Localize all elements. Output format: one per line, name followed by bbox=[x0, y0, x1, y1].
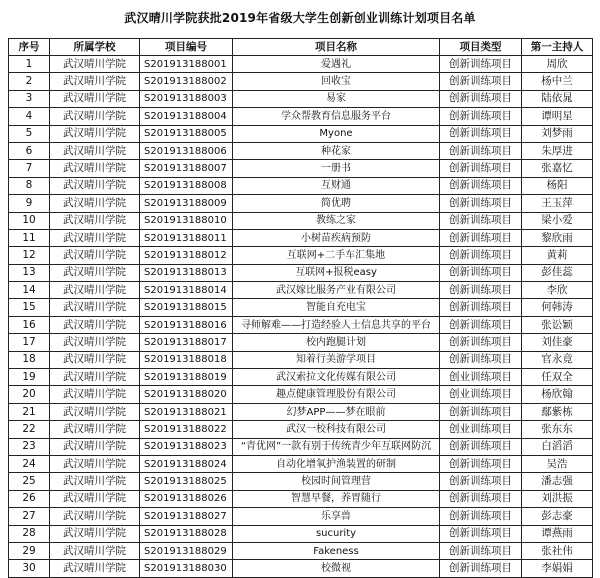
cell-project-name: 趣点健康管理股份有限公司 bbox=[233, 386, 440, 403]
table-row bbox=[9, 160, 593, 177]
cell-project-name: Myone bbox=[233, 125, 440, 142]
cell-no: 26 bbox=[9, 490, 50, 507]
table-row bbox=[9, 508, 593, 525]
cell-no: 18 bbox=[9, 351, 50, 368]
cell-project-name: 校内跑腿计划 bbox=[233, 334, 440, 351]
cell-project-name: 幻梦APP——梦在眼前 bbox=[233, 403, 440, 420]
cell-project-type: 创新训练项目 bbox=[440, 403, 522, 420]
cell-code: S201913188023 bbox=[140, 438, 233, 455]
cell-no: 4 bbox=[9, 108, 50, 125]
cell-project-name: 种花家 bbox=[233, 142, 440, 159]
cell-school: 武汉晴川学院 bbox=[50, 299, 140, 316]
cell-project-type: 创新训练项目 bbox=[440, 108, 522, 125]
cell-project-name: 简优聘 bbox=[233, 195, 440, 212]
cell-school: 武汉晴川学院 bbox=[50, 125, 140, 142]
cell-project-type: 创新训练项目 bbox=[440, 125, 522, 142]
cell-code: S201913188016 bbox=[140, 316, 233, 333]
cell-school: 武汉晴川学院 bbox=[50, 177, 140, 194]
cell-code: S201913188027 bbox=[140, 508, 233, 525]
cell-no: 29 bbox=[9, 542, 50, 559]
cell-no: 25 bbox=[9, 473, 50, 490]
cell-leader: 李欣 bbox=[522, 282, 593, 299]
cell-leader: 梁小爱 bbox=[522, 212, 593, 229]
cell-code: S201913188019 bbox=[140, 369, 233, 386]
cell-no: 21 bbox=[9, 403, 50, 420]
cell-school: 武汉晴川学院 bbox=[50, 508, 140, 525]
cell-school: 武汉晴川学院 bbox=[50, 473, 140, 490]
table-row bbox=[9, 195, 593, 212]
cell-leader: 吴浩 bbox=[522, 455, 593, 472]
cell-code: S201913188003 bbox=[140, 90, 233, 107]
cell-project-type: 创新训练项目 bbox=[440, 351, 522, 368]
cell-school: 武汉晴川学院 bbox=[50, 142, 140, 159]
cell-code: S201913188021 bbox=[140, 403, 233, 420]
cell-leader: 刘洪振 bbox=[522, 490, 593, 507]
cell-code: S201913188028 bbox=[140, 525, 233, 542]
cell-school: 武汉晴川学院 bbox=[50, 560, 140, 577]
cell-school: 武汉晴川学院 bbox=[50, 264, 140, 281]
cell-code: S201913188017 bbox=[140, 334, 233, 351]
cell-leader: 黎欣雨 bbox=[522, 229, 593, 246]
cell-no: 6 bbox=[9, 142, 50, 159]
table-row bbox=[9, 369, 593, 386]
cell-leader: 周欣 bbox=[522, 56, 593, 73]
cell-project-name: 知着行美游学项目 bbox=[233, 351, 440, 368]
cell-school: 武汉晴川学院 bbox=[50, 108, 140, 125]
cell-project-name: 小树苗疾病预防 bbox=[233, 229, 440, 246]
cell-project-name: 校微视 bbox=[233, 560, 440, 577]
cell-no: 17 bbox=[9, 334, 50, 351]
cell-leader: 张讼颖 bbox=[522, 316, 593, 333]
cell-project-name: Fakeness bbox=[233, 542, 440, 559]
cell-code: S201913188015 bbox=[140, 299, 233, 316]
cell-project-type: 创新训练项目 bbox=[440, 508, 522, 525]
cell-no: 16 bbox=[9, 316, 50, 333]
cell-no: 11 bbox=[9, 229, 50, 246]
cell-project-type: 创新训练项目 bbox=[440, 299, 522, 316]
cell-leader: 刘梦雨 bbox=[522, 125, 593, 142]
cell-leader: 张东东 bbox=[522, 421, 593, 438]
header-code: 项目编号 bbox=[140, 39, 233, 56]
cell-school: 武汉晴川学院 bbox=[50, 542, 140, 559]
cell-leader: 官永竟 bbox=[522, 351, 593, 368]
cell-leader: 杨欣翰 bbox=[522, 386, 593, 403]
table-row bbox=[9, 403, 593, 420]
cell-school: 武汉晴川学院 bbox=[50, 229, 140, 246]
cell-project-name: 自动化增氧护渔装置的研制 bbox=[233, 455, 440, 472]
table-row bbox=[9, 316, 593, 333]
table-row bbox=[9, 282, 593, 299]
table-row bbox=[9, 142, 593, 159]
cell-leader: 张嘉忆 bbox=[522, 160, 593, 177]
cell-code: S201913188011 bbox=[140, 229, 233, 246]
cell-project-name: 智慧早餐，养胃随行 bbox=[233, 490, 440, 507]
table-row bbox=[9, 73, 593, 90]
cell-project-type: 创新训练项目 bbox=[440, 142, 522, 159]
cell-school: 武汉晴川学院 bbox=[50, 73, 140, 90]
cell-school: 武汉晴川学院 bbox=[50, 90, 140, 107]
table-row bbox=[9, 90, 593, 107]
cell-code: S201913188025 bbox=[140, 473, 233, 490]
cell-project-name: 互联网+二手车汇集地 bbox=[233, 247, 440, 264]
cell-project-name: 回收宝 bbox=[233, 73, 440, 90]
cell-project-type: 创新训练项目 bbox=[440, 264, 522, 281]
cell-project-name: “青优网”一款有别于传统青少年互联网防沉 bbox=[233, 438, 440, 455]
cell-project-name: 学众帮教育信息服务平台 bbox=[233, 108, 440, 125]
cell-code: S201913188009 bbox=[140, 195, 233, 212]
cell-leader: 朱厚进 bbox=[522, 142, 593, 159]
header-project-name: 项目名称 bbox=[233, 39, 440, 56]
cell-school: 武汉晴川学院 bbox=[50, 195, 140, 212]
cell-code: S201913188026 bbox=[140, 490, 233, 507]
cell-project-type: 创新训练项目 bbox=[440, 212, 522, 229]
cell-project-type: 创新训练项目 bbox=[440, 438, 522, 455]
table-header-row bbox=[9, 39, 593, 56]
cell-school: 武汉晴川学院 bbox=[50, 490, 140, 507]
cell-project-name: 校园时间管理营 bbox=[233, 473, 440, 490]
table-row bbox=[9, 299, 593, 316]
cell-school: 武汉晴川学院 bbox=[50, 369, 140, 386]
cell-leader: 彭志豪 bbox=[522, 508, 593, 525]
cell-leader: 谭明星 bbox=[522, 108, 593, 125]
cell-project-name: 一册书 bbox=[233, 160, 440, 177]
cell-leader: 刘佳豪 bbox=[522, 334, 593, 351]
cell-no: 28 bbox=[9, 525, 50, 542]
cell-code: S201913188030 bbox=[140, 560, 233, 577]
cell-project-type: 创新训练项目 bbox=[440, 542, 522, 559]
cell-school: 武汉晴川学院 bbox=[50, 403, 140, 420]
cell-school: 武汉晴川学院 bbox=[50, 421, 140, 438]
cell-project-name: sucurity bbox=[233, 525, 440, 542]
cell-code: S201913188008 bbox=[140, 177, 233, 194]
table-row bbox=[9, 438, 593, 455]
header-project-type: 项目类型 bbox=[440, 39, 522, 56]
cell-project-name: 寻师解难——打造经验人士信息共享的平台 bbox=[233, 316, 440, 333]
cell-project-type: 创新训练项目 bbox=[440, 316, 522, 333]
cell-project-type: 创新训练项目 bbox=[440, 473, 522, 490]
cell-no: 5 bbox=[9, 125, 50, 142]
cell-code: S201913188029 bbox=[140, 542, 233, 559]
cell-no: 24 bbox=[9, 455, 50, 472]
table-row bbox=[9, 125, 593, 142]
cell-project-type: 创新训练项目 bbox=[440, 90, 522, 107]
cell-school: 武汉晴川学院 bbox=[50, 386, 140, 403]
cell-no: 12 bbox=[9, 247, 50, 264]
document-title: 武汉晴川学院获批2019年省级大学生创新创业训练计划项目名单 bbox=[124, 11, 476, 25]
cell-no: 3 bbox=[9, 90, 50, 107]
cell-school: 武汉晴川学院 bbox=[50, 56, 140, 73]
header-leader: 第一主持人 bbox=[522, 39, 593, 56]
cell-leader: 陆依晁 bbox=[522, 90, 593, 107]
header-school: 所属学校 bbox=[50, 39, 140, 56]
project-table bbox=[8, 38, 593, 578]
table-row bbox=[9, 212, 593, 229]
table-row bbox=[9, 421, 593, 438]
cell-code: S201913188014 bbox=[140, 282, 233, 299]
cell-project-type: 创新训练项目 bbox=[440, 490, 522, 507]
cell-leader: 张社伟 bbox=[522, 542, 593, 559]
cell-school: 武汉晴川学院 bbox=[50, 455, 140, 472]
table-row bbox=[9, 56, 593, 73]
cell-no: 8 bbox=[9, 177, 50, 194]
cell-no: 9 bbox=[9, 195, 50, 212]
cell-project-name: 教练之家 bbox=[233, 212, 440, 229]
cell-leader: 白滔滔 bbox=[522, 438, 593, 455]
table-row bbox=[9, 386, 593, 403]
table-row bbox=[9, 473, 593, 490]
cell-project-type: 创新训练项目 bbox=[440, 195, 522, 212]
cell-leader: 李娟娟 bbox=[522, 560, 593, 577]
cell-leader: 王玉萍 bbox=[522, 195, 593, 212]
cell-project-type: 创业训练项目 bbox=[440, 386, 522, 403]
cell-no: 1 bbox=[9, 56, 50, 73]
cell-project-type: 创业训练项目 bbox=[440, 369, 522, 386]
cell-code: S201913188013 bbox=[140, 264, 233, 281]
cell-project-type: 创新训练项目 bbox=[440, 56, 522, 73]
cell-code: S201913188006 bbox=[140, 142, 233, 159]
cell-project-type: 创新训练项目 bbox=[440, 229, 522, 246]
cell-school: 武汉晴川学院 bbox=[50, 351, 140, 368]
cell-no: 19 bbox=[9, 369, 50, 386]
cell-project-name: 智能自充电宝 bbox=[233, 299, 440, 316]
cell-code: S201913188002 bbox=[140, 73, 233, 90]
cell-no: 2 bbox=[9, 73, 50, 90]
cell-project-name: 武汉嫁比服务产业有限公司 bbox=[233, 282, 440, 299]
table-row bbox=[9, 229, 593, 246]
cell-code: S201913188012 bbox=[140, 247, 233, 264]
cell-leader: 彭佳蕊 bbox=[522, 264, 593, 281]
cell-project-type: 创新训练项目 bbox=[440, 334, 522, 351]
cell-no: 14 bbox=[9, 282, 50, 299]
cell-leader: 何韩涛 bbox=[522, 299, 593, 316]
table-row bbox=[9, 560, 593, 577]
table-row bbox=[9, 247, 593, 264]
cell-leader: 潘志强 bbox=[522, 473, 593, 490]
cell-project-type: 创新训练项目 bbox=[440, 160, 522, 177]
cell-no: 7 bbox=[9, 160, 50, 177]
table-row bbox=[9, 351, 593, 368]
cell-project-name: 爱遇礼 bbox=[233, 56, 440, 73]
cell-project-name: 武汉一校科技有限公司 bbox=[233, 421, 440, 438]
cell-code: S201913188022 bbox=[140, 421, 233, 438]
header-no: 序号 bbox=[9, 39, 50, 56]
cell-school: 武汉晴川学院 bbox=[50, 316, 140, 333]
cell-no: 13 bbox=[9, 264, 50, 281]
cell-project-name: 武汉索拉文化传媒有限公司 bbox=[233, 369, 440, 386]
cell-project-type: 创新训练项目 bbox=[440, 247, 522, 264]
cell-no: 22 bbox=[9, 421, 50, 438]
cell-project-type: 创新训练项目 bbox=[440, 455, 522, 472]
cell-leader: 杨阳 bbox=[522, 177, 593, 194]
cell-no: 23 bbox=[9, 438, 50, 455]
cell-code: S201913188001 bbox=[140, 56, 233, 73]
cell-code: S201913188024 bbox=[140, 455, 233, 472]
table-row bbox=[9, 334, 593, 351]
table-row bbox=[9, 264, 593, 281]
cell-school: 武汉晴川学院 bbox=[50, 212, 140, 229]
cell-no: 15 bbox=[9, 299, 50, 316]
cell-leader: 杨中兰 bbox=[522, 73, 593, 90]
cell-leader: 任双全 bbox=[522, 369, 593, 386]
cell-school: 武汉晴川学院 bbox=[50, 160, 140, 177]
table-row bbox=[9, 525, 593, 542]
cell-leader: 鄢紫栋 bbox=[522, 403, 593, 420]
cell-school: 武汉晴川学院 bbox=[50, 282, 140, 299]
cell-school: 武汉晴川学院 bbox=[50, 525, 140, 542]
cell-code: S201913188010 bbox=[140, 212, 233, 229]
cell-project-name: 互财通 bbox=[233, 177, 440, 194]
cell-project-type: 创新训练项目 bbox=[440, 177, 522, 194]
cell-no: 20 bbox=[9, 386, 50, 403]
cell-project-name: 互联网+报税easy bbox=[233, 264, 440, 281]
cell-code: S201913188020 bbox=[140, 386, 233, 403]
cell-project-type: 创新训练项目 bbox=[440, 73, 522, 90]
cell-no: 27 bbox=[9, 508, 50, 525]
cell-code: S201913188018 bbox=[140, 351, 233, 368]
cell-no: 10 bbox=[9, 212, 50, 229]
cell-project-name: 易家 bbox=[233, 90, 440, 107]
cell-school: 武汉晴川学院 bbox=[50, 247, 140, 264]
cell-code: S201913188005 bbox=[140, 125, 233, 142]
cell-leader: 谭燕雨 bbox=[522, 525, 593, 542]
cell-code: S201913188007 bbox=[140, 160, 233, 177]
table-row bbox=[9, 455, 593, 472]
cell-project-type: 创新训练项目 bbox=[440, 525, 522, 542]
cell-project-type: 创业训练项目 bbox=[440, 421, 522, 438]
cell-project-type: 创新训练项目 bbox=[440, 560, 522, 577]
table-row bbox=[9, 490, 593, 507]
cell-school: 武汉晴川学院 bbox=[50, 438, 140, 455]
cell-code: S201913188004 bbox=[140, 108, 233, 125]
cell-school: 武汉晴川学院 bbox=[50, 334, 140, 351]
table-row bbox=[9, 542, 593, 559]
cell-project-type: 创新训练项目 bbox=[440, 282, 522, 299]
table-row bbox=[9, 108, 593, 125]
cell-leader: 黄莉 bbox=[522, 247, 593, 264]
cell-project-name: 乐享兽 bbox=[233, 508, 440, 525]
table-row bbox=[9, 177, 593, 194]
cell-no: 30 bbox=[9, 560, 50, 577]
